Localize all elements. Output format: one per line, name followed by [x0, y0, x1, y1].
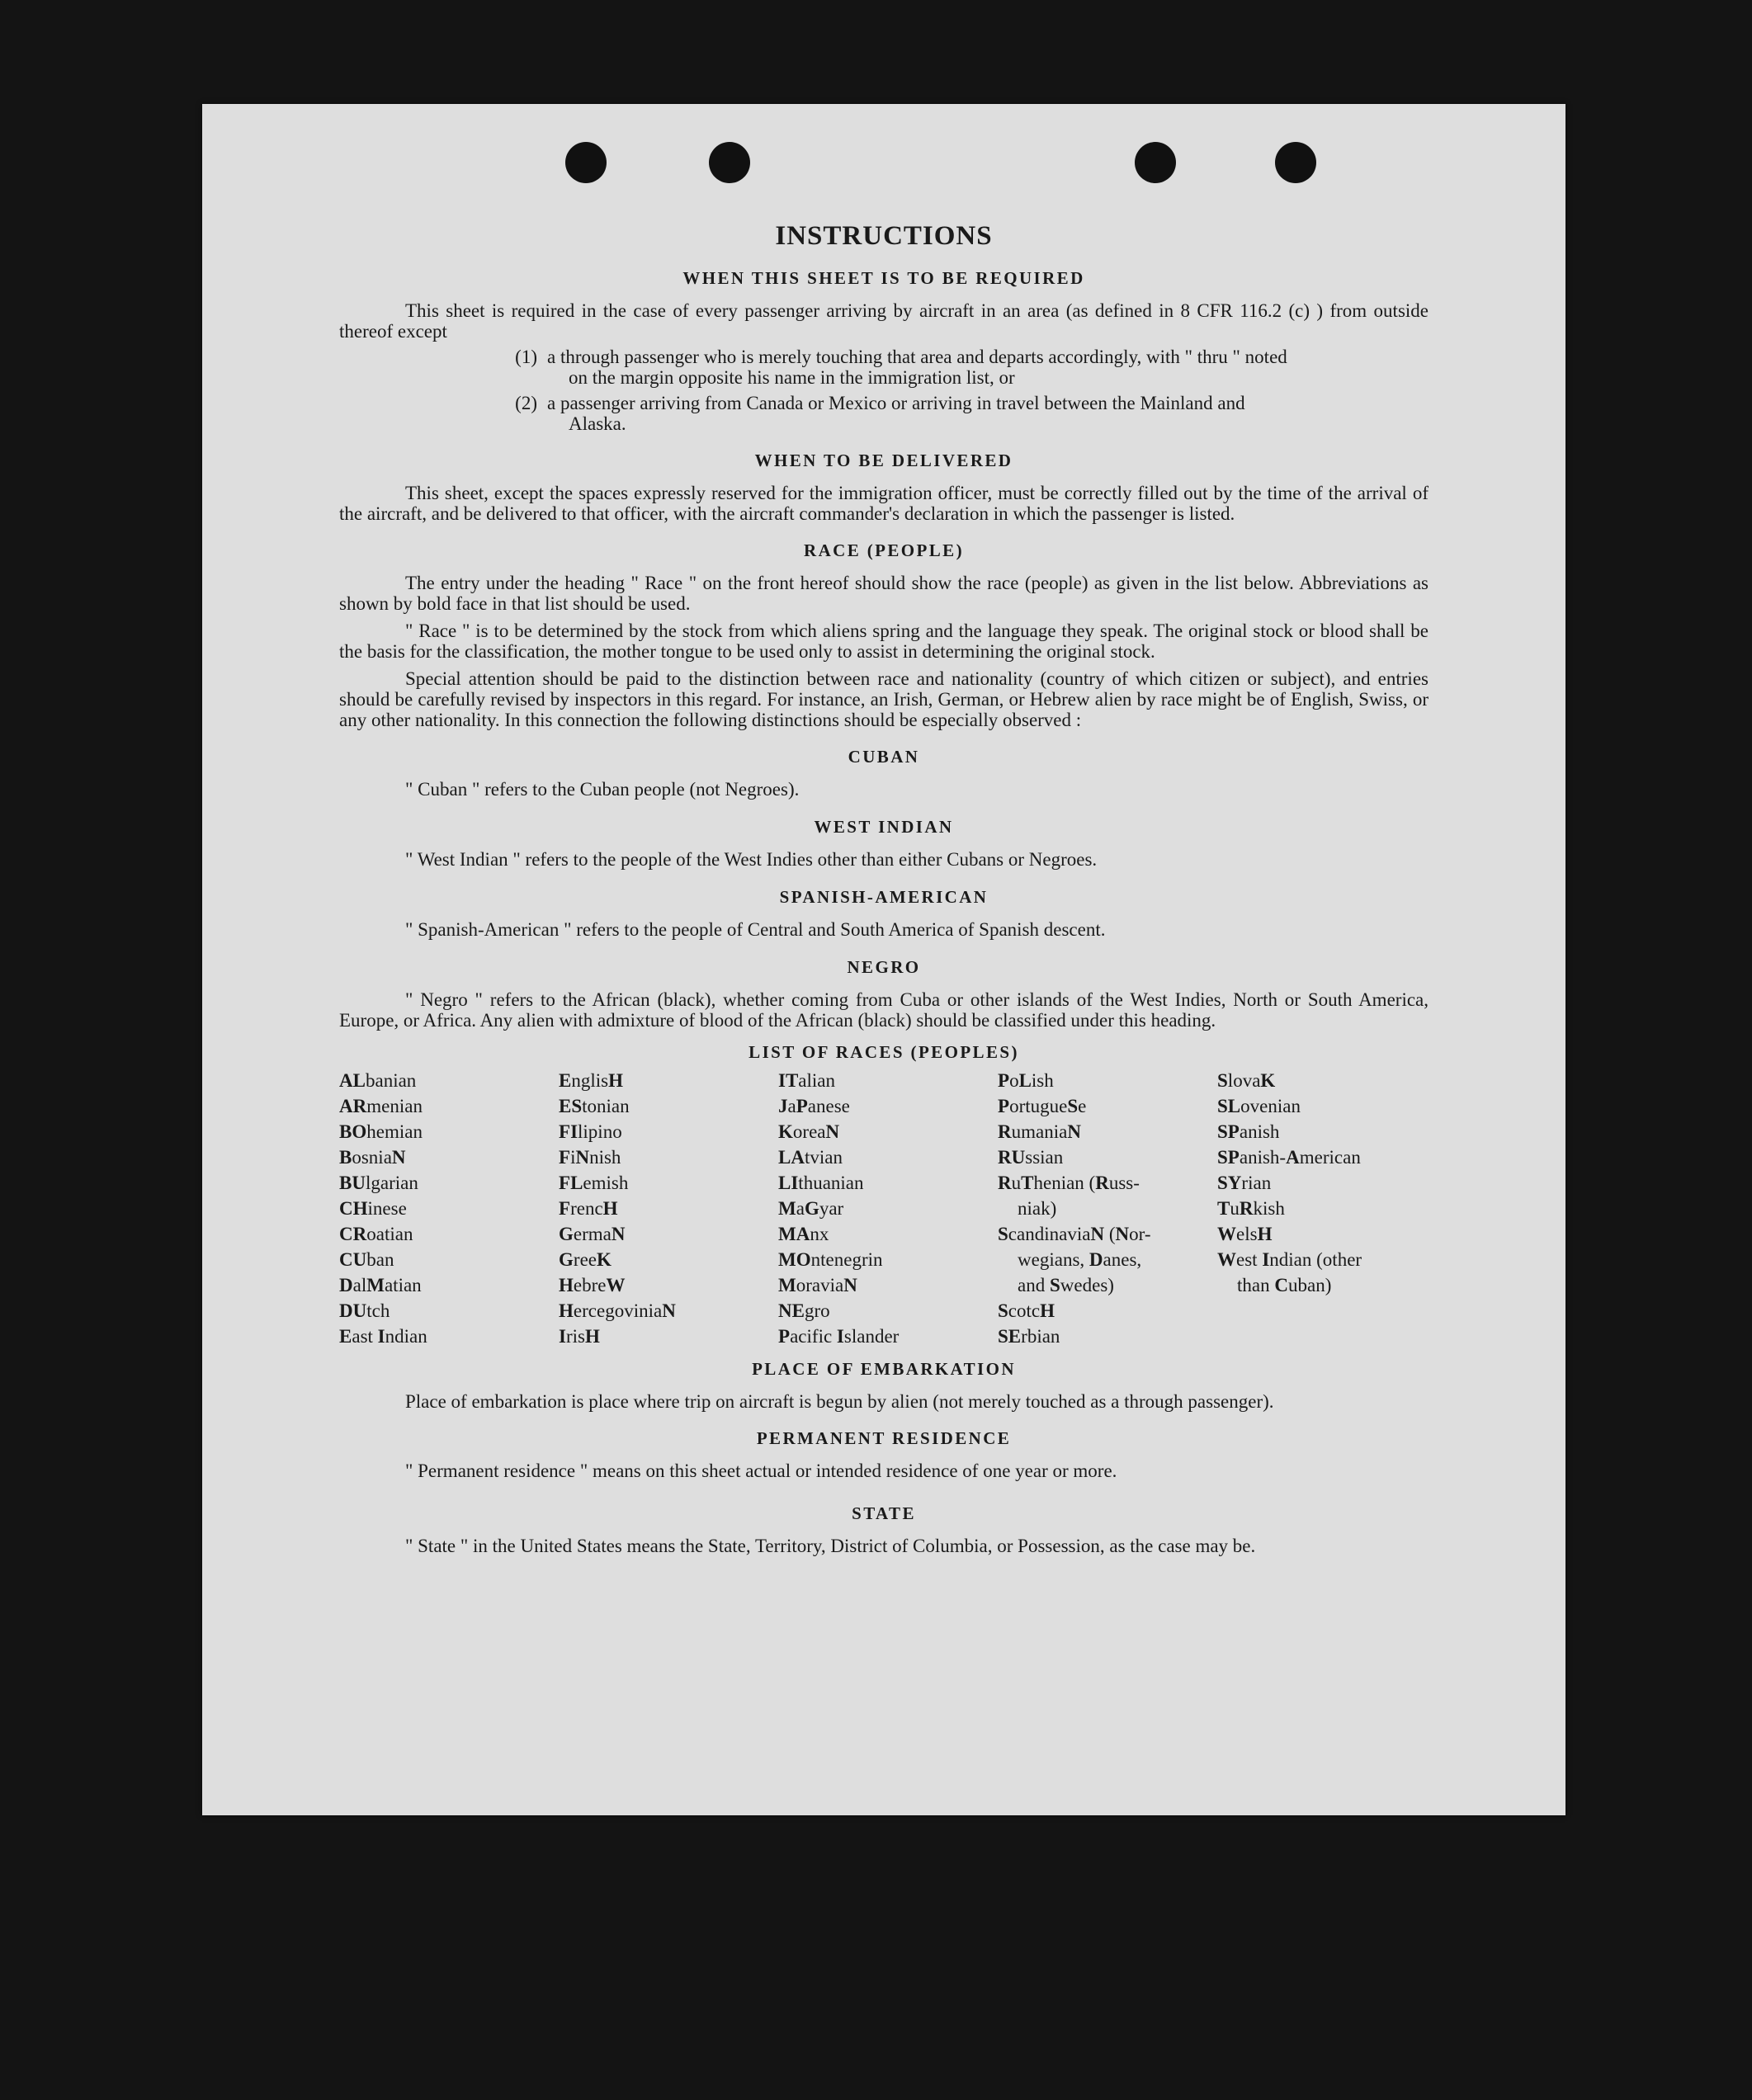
exception-number: (2): [515, 393, 537, 413]
exception-item-1: [339, 347, 1429, 388]
race-entry: KoreaN: [778, 1121, 840, 1142]
race-entry: IrisH: [559, 1326, 600, 1347]
race-entry: SErbian: [998, 1326, 1060, 1347]
race-entry: FIlipino: [559, 1121, 622, 1142]
document-page: [202, 104, 1565, 1815]
race-entry: RuThenian (Russ-: [998, 1173, 1140, 1193]
race-entry: ARmenian: [339, 1096, 423, 1116]
race-entry: ITalian: [778, 1070, 836, 1091]
race-entry: than Cuban): [1237, 1275, 1332, 1295]
races-column-2: [559, 1068, 770, 1349]
race-entry: SlovaK: [1217, 1070, 1276, 1091]
race-entry: FrencH: [559, 1198, 618, 1219]
race-entry: ScotcH: [998, 1300, 1055, 1321]
race-entry: DalMatian: [339, 1275, 422, 1295]
race-entry: FLemish: [559, 1173, 629, 1193]
race-entry: SYrian: [1217, 1173, 1272, 1193]
section-heading-negro: NEGRO: [847, 957, 921, 977]
section-heading-residence: PERMANENT RESIDENCE: [756, 1428, 1012, 1448]
race-paragraph-3: Special attention should be paid to the distinction between race and nationality (country of which citizen or subject), and entries should be carefully revised by inspectors in this regard. For instance, an Irish, German, or Hebrew alien by race might be of English, Swiss, or any other nationality. In this connection the following distinctions should be especially observed :: [339, 668, 1429, 730]
race-entry: LAtvian: [778, 1147, 843, 1168]
spanish-american-text: " Spanish-American " refers to the people of Central and South America of Spanish descent.: [405, 919, 1106, 940]
race-entry: CRoatian: [339, 1224, 413, 1244]
race-entry: Pacific Islander: [778, 1326, 900, 1347]
race-entry: CHinese: [339, 1198, 407, 1219]
race-entry: MOntenegrin: [778, 1249, 883, 1270]
state-text: " State " in the United States means the State, Territory, District of Columbia, or Possession, as the case may be.: [405, 1536, 1256, 1556]
race-entry: CUban: [339, 1249, 394, 1270]
race-entry: GermaN: [559, 1224, 626, 1244]
section-heading-list-of-races: LIST OF RACES (PEOPLES): [748, 1042, 1019, 1062]
exception-text: a passenger arriving from Canada or Mexico or arriving in travel between the Mainland and: [547, 393, 1245, 413]
exception-text: on the margin opposite his name in the immigration list, or: [569, 367, 1015, 388]
section-heading-spanish-american: SPANISH-AMERICAN: [779, 887, 989, 907]
race-entry: RumaniaN: [998, 1121, 1081, 1142]
section-heading-when-required: WHEN THIS SHEET IS TO BE REQUIRED: [682, 268, 1085, 288]
race-entry: SLovenian: [1217, 1096, 1301, 1116]
exception-number: (1): [515, 347, 537, 367]
races-column-3: [778, 1068, 989, 1349]
race-entry: JaPanese: [778, 1096, 850, 1116]
race-entry: wegians, Danes,: [1018, 1249, 1142, 1270]
race-entry: BUlgarian: [339, 1173, 418, 1193]
race-entry: niak): [1018, 1198, 1057, 1219]
race-entry: PoLish: [998, 1070, 1054, 1091]
when-delivered-text: This sheet, except the spaces expressly reserved for the immigration officer, must be correctly filled out by the time of the arrival of the aircraft, and be delivered to that officer, with the aircraft commander's declaration in which the passenger is listed.: [339, 483, 1429, 524]
race-entry: MAnx: [778, 1224, 829, 1244]
cuban-text: " Cuban " refers to the Cuban people (not Negroes).: [405, 779, 800, 800]
race-entry: ALbanian: [339, 1070, 417, 1091]
exception-item-2: [339, 393, 1429, 434]
race-entry: DUtch: [339, 1300, 390, 1321]
punch-hole: [1135, 142, 1176, 183]
section-heading-cuban: CUBAN: [848, 747, 920, 767]
punch-hole: [565, 142, 607, 183]
races-column-5: [1217, 1068, 1429, 1349]
race-entry: TuRkish: [1217, 1198, 1285, 1219]
race-entry: MaGyar: [778, 1198, 844, 1219]
section-heading-state: STATE: [852, 1503, 916, 1523]
race-entry: FiNnish: [559, 1147, 621, 1168]
punch-hole: [709, 142, 750, 183]
race-entry: WelsH: [1217, 1224, 1273, 1244]
race-entry: NEgro: [778, 1300, 830, 1321]
race-entry: GreeK: [559, 1249, 612, 1270]
race-entry: EnglisH: [559, 1070, 623, 1091]
race-entry: East Indian: [339, 1326, 427, 1347]
section-heading-when-delivered: WHEN TO BE DELIVERED: [754, 451, 1013, 470]
races-list: [339, 1068, 1429, 1349]
section-heading-west-indian: WEST INDIAN: [814, 817, 954, 837]
negro-text: " Negro " refers to the African (black), whether coming from Cuba or other islands of the West Indies, North or South America, Europe, or Africa. Any alien with admixture of blood of the African (black) should be classified under this heading.: [339, 989, 1429, 1031]
exception-text: Alaska.: [569, 413, 626, 434]
race-entry: BOhemian: [339, 1121, 423, 1142]
section-heading-embarkation: PLACE OF EMBARKATION: [752, 1359, 1016, 1379]
exception-text: a through passenger who is merely touching that area and departs accordingly, with " thru " noted: [547, 347, 1287, 367]
race-entry: BosniaN: [339, 1147, 406, 1168]
race-entry: EStonian: [559, 1096, 630, 1116]
race-entry: RUssian: [998, 1147, 1064, 1168]
race-entry: SPanish-American: [1217, 1147, 1361, 1168]
race-entry: HercegoviniaN: [559, 1300, 676, 1321]
race-entry: West Indian (other: [1217, 1249, 1362, 1270]
race-entry: SPanish: [1217, 1121, 1280, 1142]
race-entry: MoraviaN: [778, 1275, 857, 1295]
when-required-intro: This sheet is required in the case of every passenger arriving by aircraft in an area (as defined in 8 CFR 116.2 (c) ) from outside thereof except: [339, 300, 1429, 342]
race-entry: ScandinaviaN (Nor-: [998, 1224, 1151, 1244]
race-entry: and Swedes): [1018, 1275, 1114, 1295]
section-heading-race: RACE (PEOPLE): [804, 540, 964, 560]
west-indian-text: " West Indian " refers to the people of the West Indies other than either Cubans or Negroes.: [405, 849, 1098, 870]
punch-hole: [1275, 142, 1316, 183]
race-entry: PortugueSe: [998, 1096, 1087, 1116]
page-title: INSTRUCTIONS: [775, 221, 993, 251]
races-column-4: [998, 1068, 1209, 1349]
race-paragraph-1: The entry under the heading " Race " on the front hereof should show the race (people) as given in the list below. Abbreviations as shown by bold face in that list should be used.: [339, 573, 1429, 614]
races-column-1: [339, 1068, 550, 1349]
race-entry: LIthuanian: [778, 1173, 864, 1193]
document-content: [339, 221, 1429, 1556]
embarkation-text: Place of embarkation is place where trip on aircraft is begun by alien (not merely touched as a through passenger).: [405, 1391, 1274, 1412]
race-paragraph-2: " Race " is to be determined by the stock from which aliens spring and the language they speak. The original stock or blood shall be the basis for the classification, the mother tongue to be used only to assist in determining the original stock.: [339, 621, 1429, 662]
residence-text: " Permanent residence " means on this sheet actual or intended residence of one year or more.: [405, 1461, 1117, 1481]
race-entry: HebreW: [559, 1275, 626, 1295]
